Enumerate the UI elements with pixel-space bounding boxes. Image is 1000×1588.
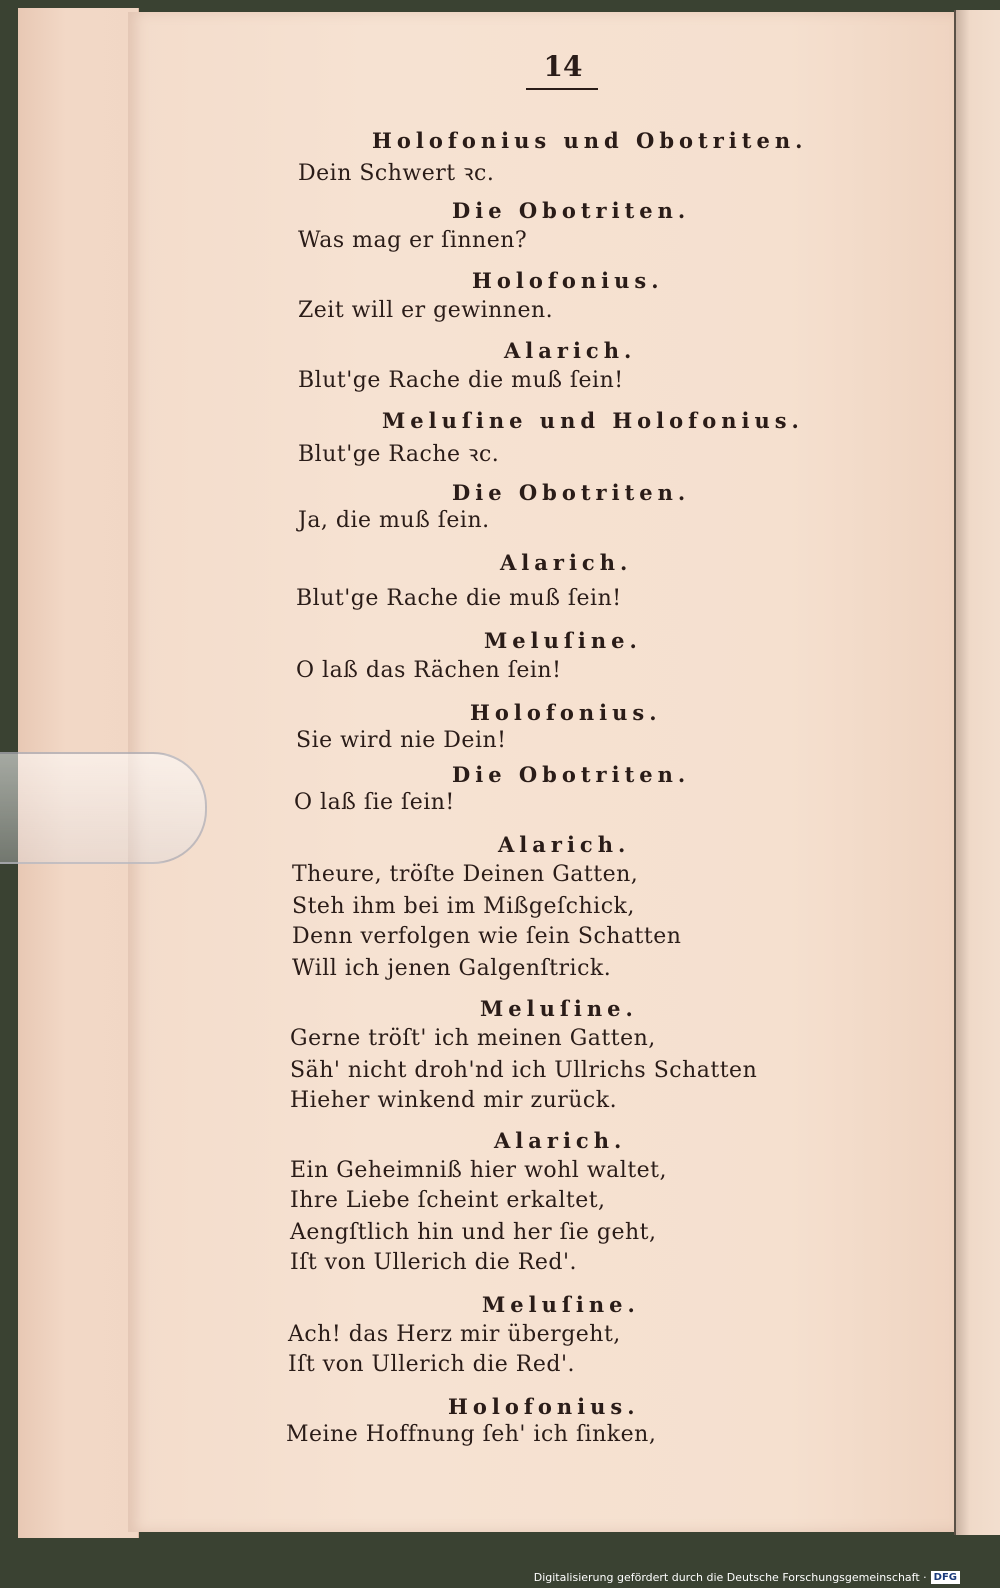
speaker-name: Alarich. — [500, 550, 633, 575]
verse-line: Sie wird nie Dein! — [296, 728, 507, 753]
footer-text: Digitalisierung gefördert durch die Deutsche Forschungsgemeinschaft · — [533, 1571, 927, 1584]
speaker-name: Meluſine. — [484, 628, 642, 653]
verse-line: Ein Geheimniß hier wohl waltet, — [290, 1158, 668, 1183]
verse-line: Ja, die muß ſein. — [298, 508, 490, 533]
verse-line: Theure, tröſte Deinen Gatten, — [292, 862, 639, 887]
verse-line: Gerne tröſt' ich meinen Gatten, — [290, 1026, 656, 1051]
page-number: 14 — [543, 50, 583, 83]
verse-line: Blut'ge Rache ꝛc. — [298, 442, 500, 467]
verse-line: Dein Schwert ꝛc. — [298, 161, 495, 186]
verse-line: Was mag er ſinnen? — [298, 228, 528, 253]
speaker-name: Meluſine und Holofonius. — [382, 408, 804, 433]
verse-line: Zeit will er gewinnen. — [298, 298, 554, 323]
speaker-name: Meluſine. — [482, 1292, 640, 1317]
speaker-name: Die Obotriten. — [452, 762, 691, 787]
speaker-name: Alarich. — [498, 832, 631, 857]
speaker-name: Alarich. — [494, 1128, 627, 1153]
speaker-name: Holofonius. — [472, 268, 664, 293]
verse-line: Blut'ge Rache die muß ſein! — [296, 586, 622, 611]
verse-line: Denn verfolgen wie ſein Schatten — [292, 924, 682, 949]
speaker-name: Die Obotriten. — [452, 480, 691, 505]
speaker-name: Holofonius. — [470, 700, 662, 725]
footer — [534, 1571, 960, 1584]
speaker-name: Holofonius und Obotriten. — [372, 128, 808, 153]
speaker-name: Alarich. — [504, 338, 637, 363]
page-number-rule — [526, 88, 598, 90]
verse-line: Iſt von Ullerich die Red'. — [290, 1250, 578, 1275]
speaker-name: Die Obotriten. — [452, 198, 691, 223]
verse-line: Will ich jenen Galgenſtrick. — [292, 956, 612, 981]
verse-line: Steh ihm bei im Mißgeſchick, — [292, 894, 635, 919]
verse-line: O laß ſie ſein! — [294, 790, 455, 815]
verse-line: Iſt von Ullerich die Red'. — [288, 1352, 576, 1377]
verse-line: Säh' nicht droh'nd ich Ullrichs Schatten — [290, 1058, 758, 1083]
verse-line: Aengſtlich hin und her ſie geht, — [290, 1220, 657, 1245]
speaker-name: Holofonius. — [448, 1394, 640, 1419]
verse-line: O laß das Rächen ſein! — [296, 658, 562, 683]
verse-line: Meine Hoffnung ſeh' ich ſinken, — [286, 1422, 657, 1447]
verse-line: Hieher winkend mir zurück. — [290, 1088, 618, 1113]
verse-line: Ach! das Herz mir übergeht, — [288, 1322, 621, 1347]
dfg-logo: DFG — [931, 1571, 960, 1584]
verse-line: Ihre Liebe ſcheint erkaltet, — [290, 1188, 606, 1213]
verse-line: Blut'ge Rache die muß ſein! — [298, 368, 624, 393]
speaker-name: Meluſine. — [480, 996, 638, 1021]
